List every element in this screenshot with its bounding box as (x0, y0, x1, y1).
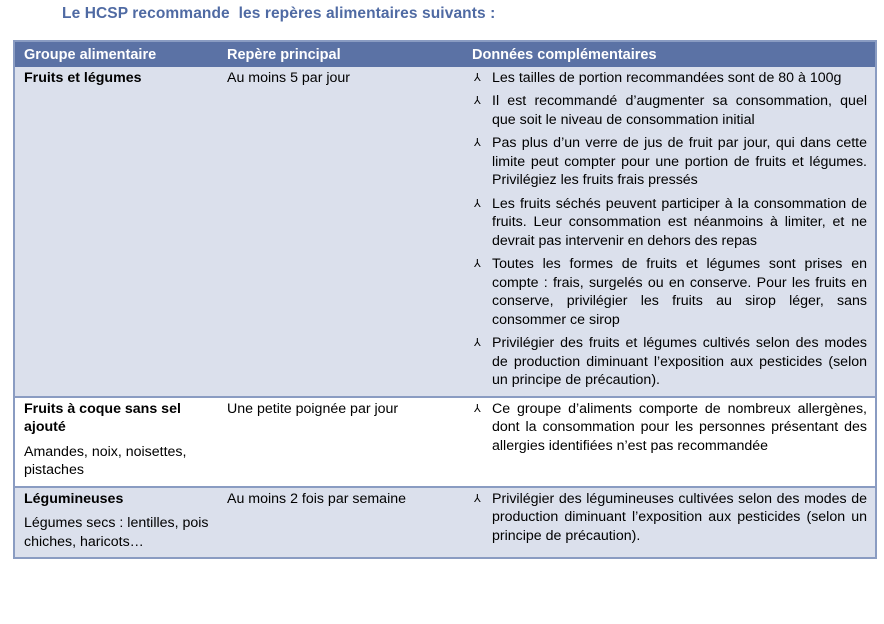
recommendations-table (13, 40, 877, 559)
group-cell (14, 487, 218, 559)
page-title: Le HCSP recommande les repères alimentaires suivants : (62, 5, 496, 22)
table-row (14, 397, 876, 487)
bullet-text: Les tailles de portion recommandées sont de 80 à 100g (492, 69, 842, 86)
header-repere: Repère principal (218, 41, 466, 67)
table-row (14, 487, 876, 559)
donnees-cell (466, 397, 876, 487)
list-item (466, 334, 867, 390)
group-cell (14, 397, 218, 487)
group-detail: Légumes secs : lentilles, pois chiches, haricots… (24, 515, 209, 550)
arrowhead-up-icon: ⅄ (474, 402, 481, 415)
arrowhead-up-icon: ⅄ (474, 71, 481, 84)
bullet-text: Les fruits séchés peuvent participer à la consommation de fruits. Leur consommation est néanmoins à limiter, et ne devrait pas intervenir en dehors des repas (492, 195, 867, 249)
group-name: Fruits et légumes (24, 69, 142, 86)
arrowhead-up-icon: ⅄ (474, 258, 481, 270)
bullet-text: Pas plus d’un verre de jus de fruit par jour, qui dans cette limite peut compter pour une portion de fruits et légumes. Privilégiez les fruits frais pressés (492, 135, 867, 188)
arrowhead-up-icon: ⅄ (474, 492, 481, 505)
bullet-list (466, 400, 867, 456)
list-item (466, 69, 867, 88)
repere-cell: Au moins 2 fois par semaine (218, 487, 466, 559)
bullet-text: Il est recommandé d’augmenter sa consommation, quel que soit le niveau de consommation initial (492, 93, 867, 128)
arrowhead-up-icon: ⅄ (474, 137, 481, 149)
arrowhead-up-icon: ⅄ (474, 337, 481, 349)
donnees-cell (466, 487, 876, 559)
group-name: Fruits à coque sans sel ajouté (24, 400, 181, 435)
bullet-list (466, 69, 867, 390)
bullet-text: Toutes les formes de fruits et légumes sont prises en compte : frais, surgelés ou en conserve. Pour les fruits en conserve, privilégier les fruits au sirop léger, sans consommer ce sirop (492, 256, 867, 328)
group-name: Légumineuses (24, 490, 124, 507)
donnees-cell (466, 67, 876, 397)
arrowhead-up-icon: ⅄ (474, 197, 481, 210)
list-item (466, 195, 867, 251)
list-item (466, 255, 867, 329)
header-donnees: Données complémentaires (466, 41, 876, 67)
bullet-text: Privilégier des fruits et légumes cultivés selon des modes de production diminuant l’exposition aux pesticides (selon un principe de précaution). (492, 335, 867, 388)
bullet-list (466, 490, 867, 546)
list-item (466, 490, 867, 546)
header-groupe: Groupe alimentaire (14, 41, 218, 67)
bullet-text: Privilégier des légumineuses cultivées selon des modes de production diminuant l’exposition aux pesticides (selon un principe de précaution). (492, 490, 867, 544)
table-header-row (14, 41, 876, 67)
table-row (14, 67, 876, 397)
list-item (466, 134, 867, 190)
bullet-text: Ce groupe d’aliments comporte de nombreux allergènes, dont la consommation pour les personnes présentant des allergies identifiées n’est pas recommandée (492, 400, 867, 454)
list-item (466, 400, 867, 456)
group-cell (14, 67, 218, 397)
repere-cell: Une petite poignée par jour (218, 397, 466, 487)
group-detail: Amandes, noix, noisettes, pistaches (24, 443, 187, 478)
arrowhead-up-icon: ⅄ (474, 95, 481, 107)
list-item (466, 92, 867, 129)
repere-cell: Au moins 5 par jour (218, 67, 466, 397)
